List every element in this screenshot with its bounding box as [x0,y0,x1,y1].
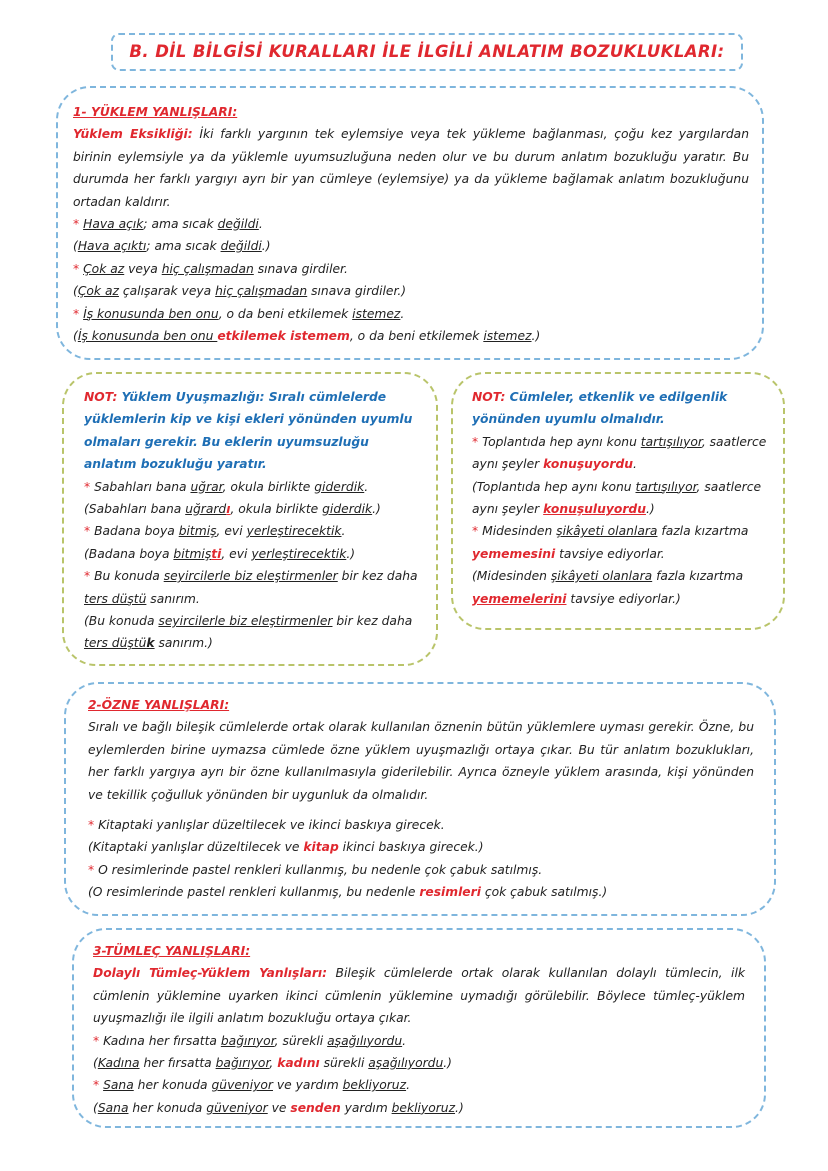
example: * Sana her konuda güveniyor ve yardım bekliyoruz. [93,1078,410,1093]
note-yuklem-uyusmazligi-content: NOT: Yüklem Uyuşmazlığı: Sıralı cümlelerde yüklemlerin kip ve kişi ekleri yönünden uyumlu olmaları gerekir. Bu eklerin uyumsuzluğu anlatım bozukluğu yaratır. * Sabahları bana uğrar, okula birlikte giderdik. (Sabahları bana uğrardı, okula birlikte giderdik.) * Badana boya bitmiş, evi yerleştirecektik. (Badana boya bitmişti, evi yerleştirecektik.) * Bu konuda seyircilerle biz eleştirmenler bir kez daha ters düştü sanırım. (Bu konuda seyircilerle biz eleştirmenler bir kez daha ters düştük sanırım.) [84,386,418,655]
section-ozne-content [88,694,754,904]
example: * Bu konuda seyircilerle biz eleştirmenler bir kez daha ters düştü sanırım. [84,569,418,606]
correction: (Bu konuda seyircilerle biz eleştirmenler bir kez daha ters düştük sanırım.) [84,614,413,651]
correction: (Badana boya bitmişti, evi yerleştirecektik.) [84,546,356,561]
example: * O resimlerinde pastel renkleri kullanmış, bu nedenle çok çabuk satılmış. [88,862,543,877]
correction: (İş konusunda ben onu etkilemek istemem, o da beni etkilemek istemez.) [73,329,541,344]
example: * Kadına her fırsatta bağırıyor, sürekli aşağılıyordu. [93,1033,407,1048]
correction: (Sana her konuda güveniyor ve senden yardım bekliyoruz.) [93,1100,464,1115]
example: * Hava açık; ama sıcak değildi. [73,217,263,232]
term: Dolaylı Tümleç-Yüklem Yanlışları: [93,966,328,981]
correction: (Kitaptaki yanlışlar düzeltilecek ve kitap ikinci baskıya girecek.) [88,840,484,855]
example: * Çok az veya hiç çalışmadan sınava girdiler. [73,261,348,276]
correction: (Hava açıktı; ama sıcak değildi.) [73,239,271,254]
section-heading: 2-ÖZNE YANLIŞLARI: [88,698,230,712]
section-heading: 1- YÜKLEM YANLIŞLARI: [73,105,238,119]
example: * Sabahları bana uğrar, okula birlikte giderdik. [84,479,369,494]
description: İki farklı yargının tek eylemsiye veya tek yükleme bağlanması, çoğu kez yargılardan birinin eylemsiyle ya da yüklemle uyumsuzluğuna neden olur ve bu durum anlatım bozukluğu yaratır. Bu durumda her farklı yargıyı ayrı bir yan cümleye (eylemsiye) ya da yükleme bağlamak anlatım bozukluğunu ortadan kaldırır. [73,127,749,209]
example: * İş konusunda ben onu, o da beni etkilemek istemez. [73,306,405,321]
note-etkenlik-content: NOT: Cümleler, etkenlik ve edilgenlik yönünden uyumlu olmalıdır. * Toplantıda hep aynı konu tartışılıyor, saatlerce aynı şeyler konuşuyordu. (Toplantıda hep aynı konu tartışılıyor, saatlerce aynı şeyler konuşuluyordu.) * Midesinden şikâyeti olanlara fazla kızartma yememesini tavsiye ediyorlar. (Midesinden şikâyeti olanlara fazla kızartma yememelerini tavsiye ediyorlar.) [472,386,772,610]
example: * Midesinden şikâyeti olanlara fazla kızartma yememesini tavsiye ediyorlar. [472,524,749,561]
section-tumlec-content [93,940,745,1119]
section-heading: 3-TÜMLEÇ YANLIŞLARI: [93,944,251,958]
description: Sıralı ve bağlı bileşik cümlelerde ortak olarak kullanılan öznenin bütün yüklemlere uyması gerekir. Özne, bu eylemlerden birine uymazsa cümlede özne yüklem uyuşmazlığı ortaya çıkar. Bu tür anlatım bozuklukları, her farklı yargıya ayrı bir özne kullanılmasıyla giderilebilir. Ayrıca özneyle yüklem arasında, kişi yönünden ve tekillik çoğulluk yönünden bir uygunluk da olmalıdır. [88,720,754,802]
correction: (Toplantıda hep aynı konu tartışılıyor, saatlerce aynı şeyler konuşuluyordu.) [472,479,762,517]
correction: (O resimlerinde pastel renkleri kullanmış, bu nedenle resimleri çok çabuk satılmış.) [88,885,608,900]
example: * Toplantıda hep aynı konu tartışılıyor, saatlerce aynı şeyler konuşuyordu. [472,434,767,472]
title-box [111,33,743,71]
term: Yüklem Eksikliği: [73,127,193,142]
page-title: B. DİL BİLGİSİ KURALLARI İLE İLGİLİ ANLATIM BOZUKLUKLARI: [129,42,725,61]
description: Bileşik cümlelerde ortak olarak kullanılan dolaylı tümlecin, ilk cümlenin yüklemine uyarken ikinci cümlenin yüklemine uymadığı görülebilir. Böylece tümleç-yüklem uyuşmazlığı ile ilgili anlatım bozukluğu ortaya çıkar. [93,966,745,1026]
example: * Kitaptaki yanlışlar düzeltilecek ve ikinci baskıya girecek. [88,818,445,833]
correction: (Sabahları bana uğrardı, okula birlikte giderdik.) [84,502,381,517]
correction: (Kadına her fırsatta bağırıyor, kadını sürekli aşağılıyordu.) [93,1056,452,1071]
correction: (Çok az çalışarak veya hiç çalışmadan sınava girdiler.) [73,284,407,299]
section-yuklem-content [73,101,749,347]
example: * Badana boya bitmiş, evi yerleştirecektik. [84,524,346,539]
correction: (Midesinden şikâyeti olanlara fazla kızartma yememelerini tavsiye ediyorlar.) [472,569,744,606]
